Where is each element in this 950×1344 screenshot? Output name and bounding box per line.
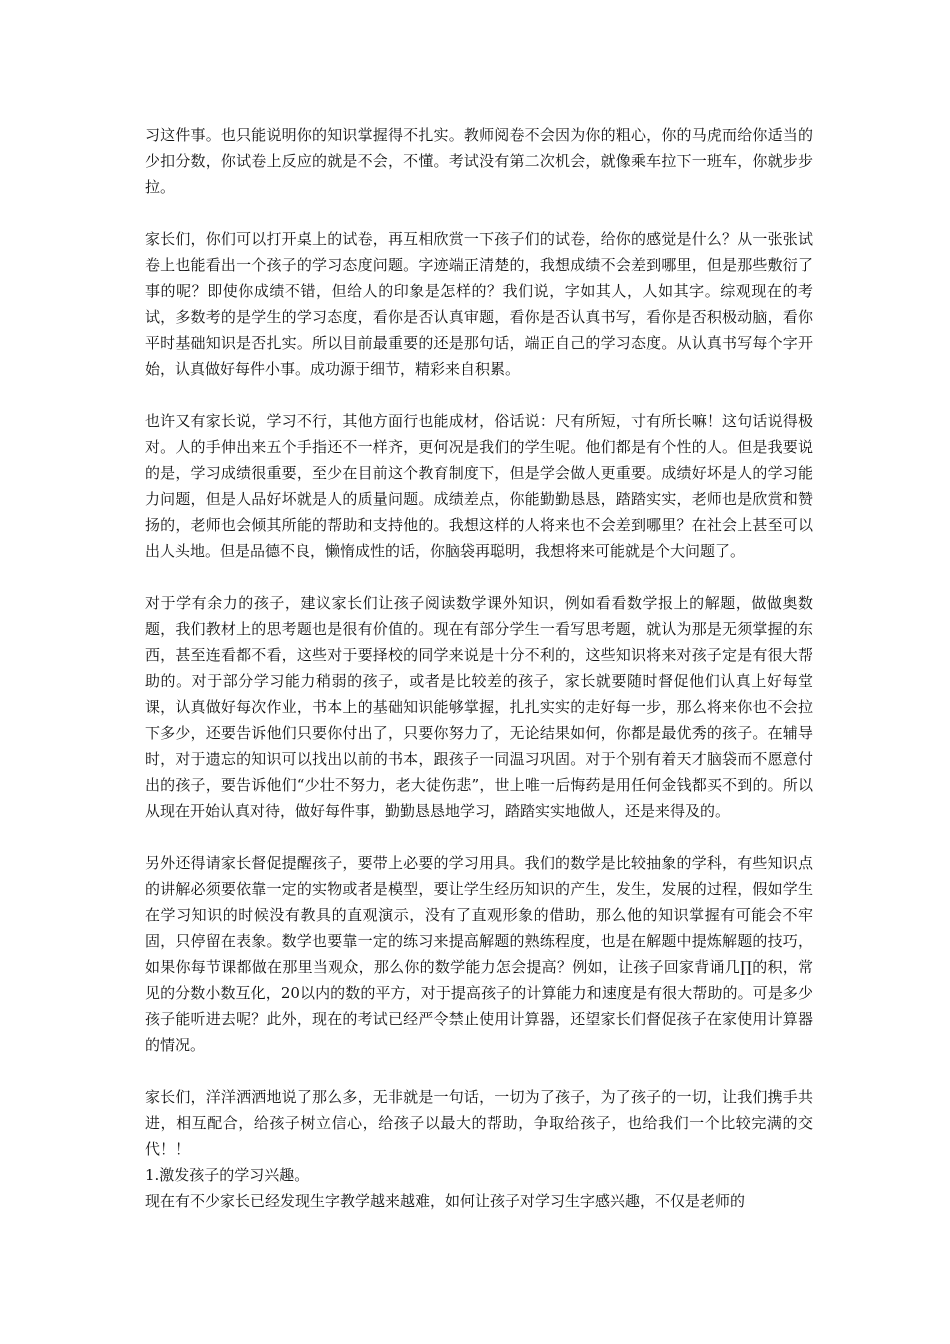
paragraph-2: 家长们，你们可以打开桌上的试卷，再互相欣赏一下孩子们的试卷，给你的感觉是什么？从一张张试卷上也能看出一个孩子的学习态度问题。字迹端正清楚的，我想成绩不会差到哪里，但是那些敷衍了事的呢？即使你成绩不错，但给人的印象是怎样的？我们说，字如其人，人如其字。综观现在的考试，多数考的是学生的学习态度，看你是否认真审题，看你是否认真书写，看你是否积极动脑，看你平时基础知识是否扎实。所以目前最重要的还是那句话，端正自己的学习态度。从认真书写每个字开始，认真做好每件小事。成功源于细节，精彩来自积累。 <box>145 230 813 378</box>
list-item-heading: 1.激发孩子的学习兴趣。 <box>145 1166 310 1184</box>
paragraph-6: 家长们，洋洋洒洒地说了那么多，无非就是一句话，一切为了孩子，为了孩子的一切，让我们携手共进，相互配合，给孩子树立信心，给孩子以最大的帮助，争取给孩子，也给我们一个比较完满的交代！！ <box>145 1088 813 1158</box>
paragraph-continued: 现在有不少家长已经发现生字教学越来越难，如何让孩子对学习生字感兴趣，不仅是老师的 <box>145 1192 746 1210</box>
paragraph-4: 对于学有余力的孩子，建议家长们让孩子阅读数学课外知识，例如看看数学报上的解题，做做奥数题，我们教材上的思考题也是很有价值的。现在有部分学生一看写思考题，就认为那是无须掌握的东西，甚至连看都不看，这些对于要择校的同学来说是十分不利的，这些知识将来对孩子定是有很大帮助的。对于部分学习能力稍弱的孩子，或者是比较差的孩子，家长就要随时督促他们认真上好每堂课，认真做好每次作业，书本上的基础知识能够掌握，扎扎实实的走好每一步，那么将来你也不会拉下多少，还要告诉他们只要你付出了，只要你努力了，无论结果如何，你都是最优秀的孩子。在辅导时，对于遗忘的知识可以找出以前的书本，跟孩子一同温习巩固。对于个别有着天才脑袋而不愿意付出的孩子，要告诉他们“少壮不努力，老大徒伤悲”，世上唯一后悔药是用任何金钱都买不到的。所以从现在开始认真对待，做好每件事，勤勤恳恳地学习，踏踏实实地做人，还是来得及的。 <box>145 594 813 820</box>
paragraph-3: 也许又有家长说，学习不行，其他方面行也能成材，俗话说：尺有所短，寸有所长嘛！这句话说得极对。人的手伸出来五个手指还不一样齐，更何况是我们的学生呢。他们都是有个性的人。但是我要说的是，学习成绩很重要，至少在目前这个教育制度下，但是学会做人更重要。成绩好坏是人的学习能力问题，但是人品好坏就是人的质量问题。成绩差点，你能勤勤恳恳，踏踏实实，老师也是欣赏和赞扬的，老师也会倾其所能的帮助和支持他的。我想这样的人将来也不会差到哪里？在社会上甚至可以出人头地。但是品德不良，懒惰成性的话，你脑袋再聪明，我想将来可能就是个大问题了。 <box>145 412 813 560</box>
paragraph-5: 另外还得请家长督促提醒孩子，要带上必要的学习用具。我们的数学是比较抽象的学科，有些知识点的讲解必须要依靠一定的实物或者是模型，要让学生经历知识的产生，发生，发展的过程，假如学生在学习知识的时候没有教具的直观演示，没有了直观形象的借助，那么他的知识掌握有可能会不牢固，只停留在表象。数学也要靠一定的练习来提高解题的熟练程度，也是在解题中提炼解题的技巧，如果你每节课都做在那里当观众，那么你的数学能力怎会提高？例如，让孩子回家背诵几∏的积，常见的分数小数互化，20以内的数的平方，对于提高孩子的计算能力和速度是有很大帮助的。可是多少孩子能听进去呢？此外，现在的考试已经严令禁止使用计算器，还望家长们督促孩子在家使用计算器的情况。 <box>145 854 813 1054</box>
paragraph-1: 习这件事。也只能说明你的知识掌握得不扎实。教师阅卷不会因为你的粗心，你的马虎而给你适当的少扣分数，你试卷上反应的就是不会，不懂。考试没有第二次机会，就像乘车拉下一班车，你就步步拉。 <box>145 126 813 196</box>
document-body <box>145 122 813 1214</box>
